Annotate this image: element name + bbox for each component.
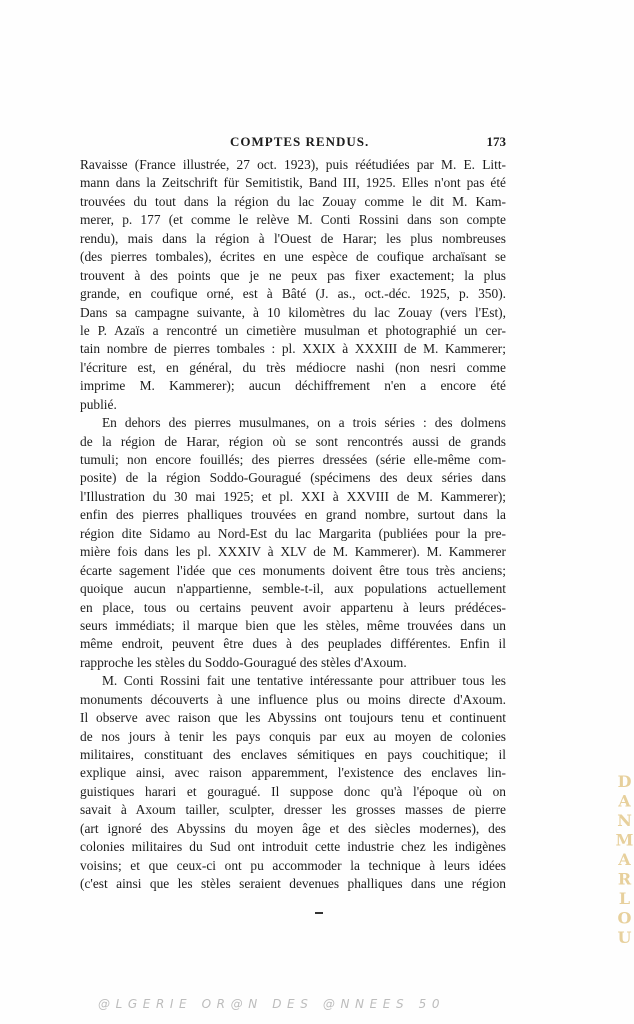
text-line: l'écriture est, en général, du très médiocre nashi (non nesri comme — [80, 359, 506, 375]
text-line: explique ainsi, avec raison apparemment, l'existence des enclaves lin- — [80, 765, 506, 781]
text-line: écarte sagement l'idée que ces monuments doivent être tous très anciens; — [80, 562, 506, 578]
text-line: en place, tous ou certains peuvent avoir appartenu à leurs prédéces- — [80, 599, 506, 615]
text-line: de la région de Harar, région où se sont rencontrés aussi de grands — [80, 433, 506, 449]
text-line: trouvent à des points que je ne peux pas fixer exactement; la plus — [80, 267, 506, 283]
text-line: mière fois dans les pl. XXXIV à XLV de M. Kammerer). M. Kammerer — [80, 544, 506, 560]
text-line: militaires, constituant des enclaves sémitiques en pays couchitique; il — [80, 747, 506, 762]
text-line: M. Conti Rossini fait une tentative intéressante pour attribuer tous les — [102, 673, 506, 689]
text-line: (art ignoré des Abyssins du moyen âge et des siècles modernes), des — [80, 820, 506, 836]
text-line: l'Illustration du 30 mai 1925; et pl. XXI à XXVIII de M. Kammerer); — [80, 488, 506, 504]
body-text — [80, 156, 506, 894]
text-line: colonies militaires du Sud ont introduit cette industrie chez les indigènes — [80, 839, 506, 855]
text-line: voisins; et que ceux-ci ont pu accommoder la technique à leurs idées — [80, 857, 506, 873]
text-line: posite) de la région Soddo-Gouragué (spécimens des deux séries dans — [80, 470, 506, 486]
end-dash — [315, 912, 323, 914]
page-header — [80, 134, 506, 150]
running-head: COMPTES RENDUS. — [230, 134, 370, 149]
text-line: tain nombre de pierres tombales : pl. XXIX à XXXIII de M. Kammerer; — [80, 341, 506, 357]
text-line: monuments découverts à une influence plus ou moins directe d'Axoum. — [80, 691, 506, 707]
side-watermark: DANMARLOU — [615, 772, 634, 948]
text-line: publié. — [80, 396, 117, 412]
text-line: de nos jours à tenir les pays conquis par eux au moyen de colonies — [80, 728, 506, 744]
text-line: rendu), mais dans la région à l'Ouest de Harar; les plus nombreuses — [80, 230, 506, 246]
text-line: trouvées du tout dans la région du lac Zouay comme le dit M. Kam- — [80, 193, 506, 209]
footer-watermark: @LGERIE OR@N DES @NNEES 50 — [98, 997, 446, 1011]
text-line: Dans sa campagne suivante, à 10 kilomètres du lac Zouay (vers l'Est), — [80, 304, 506, 320]
text-line: imprime M. Kammerer); aucun déchiffrement n'en a encore été — [80, 378, 506, 394]
text-line: grande, en coufique orné, est à Bâté (J. as., oct.-déc. 1925, p. 350). — [80, 286, 506, 302]
text-line: enfin des pierres phalliques trouvées en grand nombre, surtout dans la — [80, 507, 506, 523]
text-line: région dite Sidamo au Nord-Est du lac Margarita (publiées pour la pre- — [80, 525, 506, 541]
page-number: 173 — [486, 134, 506, 149]
text-line: mann dans la Zeitschrift für Semitistik, Band III, 1925. Elles n'ont pas été — [80, 175, 506, 191]
text-line: seurs immédiats; il marque bien que les stèles, même trouvées dans un — [80, 617, 506, 633]
text-line: guistiques harari et gouragué. Il suppose donc qu'à l'époque où on — [80, 783, 506, 799]
text-line: (c'est ainsi que les stèles seraient devenues phalliques dans une région — [80, 876, 506, 892]
text-line: tumuli; non encore fouillés; des pierres dressées (série elle-même com- — [80, 452, 506, 467]
text-line: le P. Azaïs a rencontré un cimetière musulman et photographié un cer- — [80, 322, 506, 338]
text-line: merer, p. 177 (et comme le relève M. Conti Rossini dans son compte — [80, 212, 506, 228]
text-line: Ravaisse (France illustrée, 27 oct. 1923), puis réétudiées par M. E. Litt- — [80, 157, 506, 172]
text-line: même endroit, peuvent être dues à des peuplades différentes. Enfin il — [80, 636, 506, 652]
text-line: savait à Axoum tailler, sculpter, dresser les grosses masses de pierre — [80, 802, 506, 818]
text-line: En dehors des pierres musulmanes, on a trois séries : des dolmens — [102, 415, 506, 431]
text-line: Il observe avec raison que les Abyssins ont toujours tenu et continuent — [80, 710, 506, 726]
text-line: (des pierres tombales), écrites en une espèce de coufique archaïsant se — [80, 249, 506, 265]
text-line: rapproche les stèles du Soddo-Gouragué des stèles d'Axoum. — [80, 654, 407, 670]
text-line: quoique aucun n'appartienne, semble-t-il, aux populations actuellement — [80, 581, 506, 597]
